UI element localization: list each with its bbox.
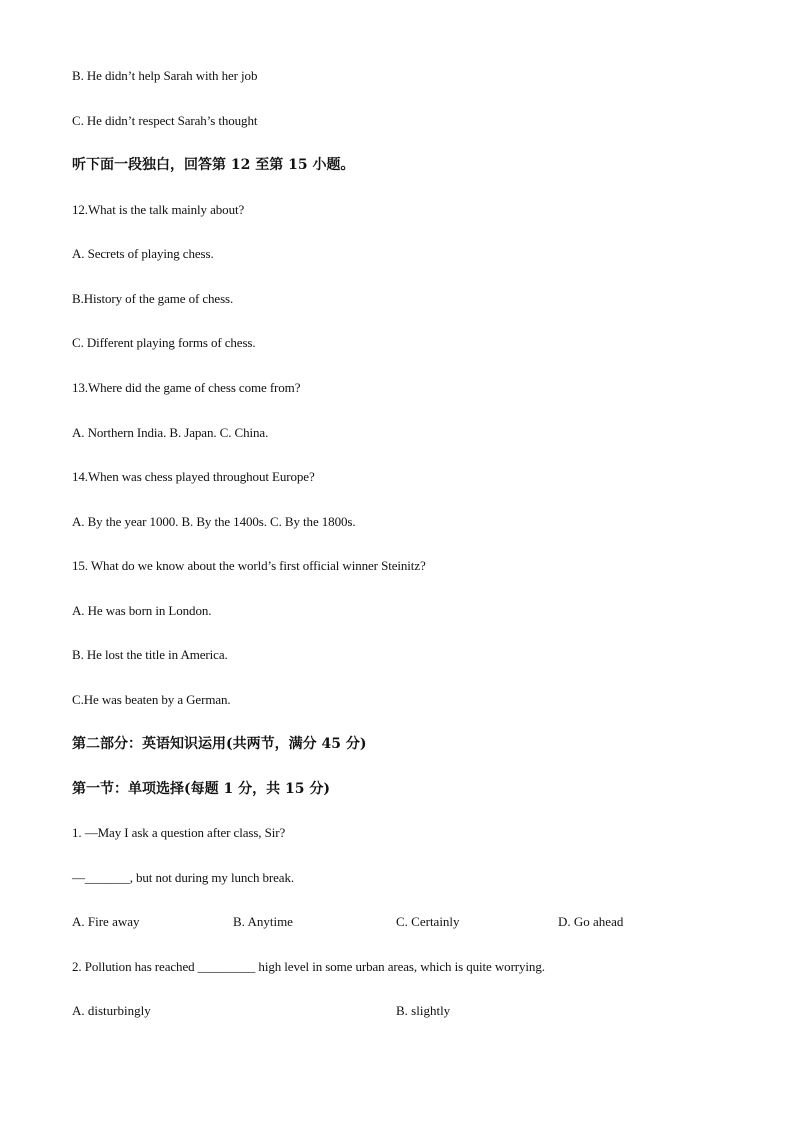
question-15: 15. What do we know about the world’s first official winner Steinitz?	[72, 558, 426, 573]
question-12-option-c: C. Different playing forms of chess.	[72, 335, 256, 350]
question-12-option-b: B.History of the game of chess.	[72, 291, 234, 306]
question-11-option-c: C. He didn’t respect Sarah’s thought	[72, 113, 258, 128]
part-two-heading: 第二部分：英语知识运用(共两节，满分 45 分)	[72, 736, 367, 752]
question-11-option-b: B. He didn’t help Sarah with her job	[72, 68, 258, 83]
question-14: 14.When was chess played throughout Europe?	[72, 469, 315, 484]
question-13-options: A. Northern India. B. Japan. C. China.	[72, 425, 269, 440]
question-1-option-b: B. Anytime	[233, 914, 293, 929]
question-2-option-b: B. slightly	[396, 1003, 451, 1018]
question-12-option-a: A. Secrets of playing chess.	[72, 246, 214, 261]
section-one-heading: 第一节：单项选择(每题 1 分，共 15 分)	[72, 781, 330, 797]
question-2: 2. Pollution has reached _________ high level in some urban areas, which is quite worrying.	[72, 959, 545, 974]
question-2-option-a: A. disturbingly	[72, 1003, 151, 1018]
question-15-option-a: A. He was born in London.	[72, 603, 212, 618]
question-1-response: —_______, but not during my lunch break.	[72, 870, 295, 885]
question-15-option-c: C.He was beaten by a German.	[72, 692, 231, 707]
section-instruction-heading: 听下面一段独白，回答第 12 至第 15 小题。	[72, 157, 355, 173]
question-12: 12.What is the talk mainly about?	[72, 202, 245, 217]
question-1-option-c: C. Certainly	[396, 914, 460, 929]
question-1: 1. —May I ask a question after class, Sir?	[72, 825, 286, 840]
question-13: 13.Where did the game of chess come from?	[72, 380, 301, 395]
question-1-option-d: D. Go ahead	[558, 914, 624, 929]
question-1-option-a: A. Fire away	[72, 914, 140, 929]
question-15-option-b: B. He lost the title in America.	[72, 647, 228, 662]
question-14-options: A. By the year 1000. B. By the 1400s. C. By the 1800s.	[72, 514, 356, 529]
